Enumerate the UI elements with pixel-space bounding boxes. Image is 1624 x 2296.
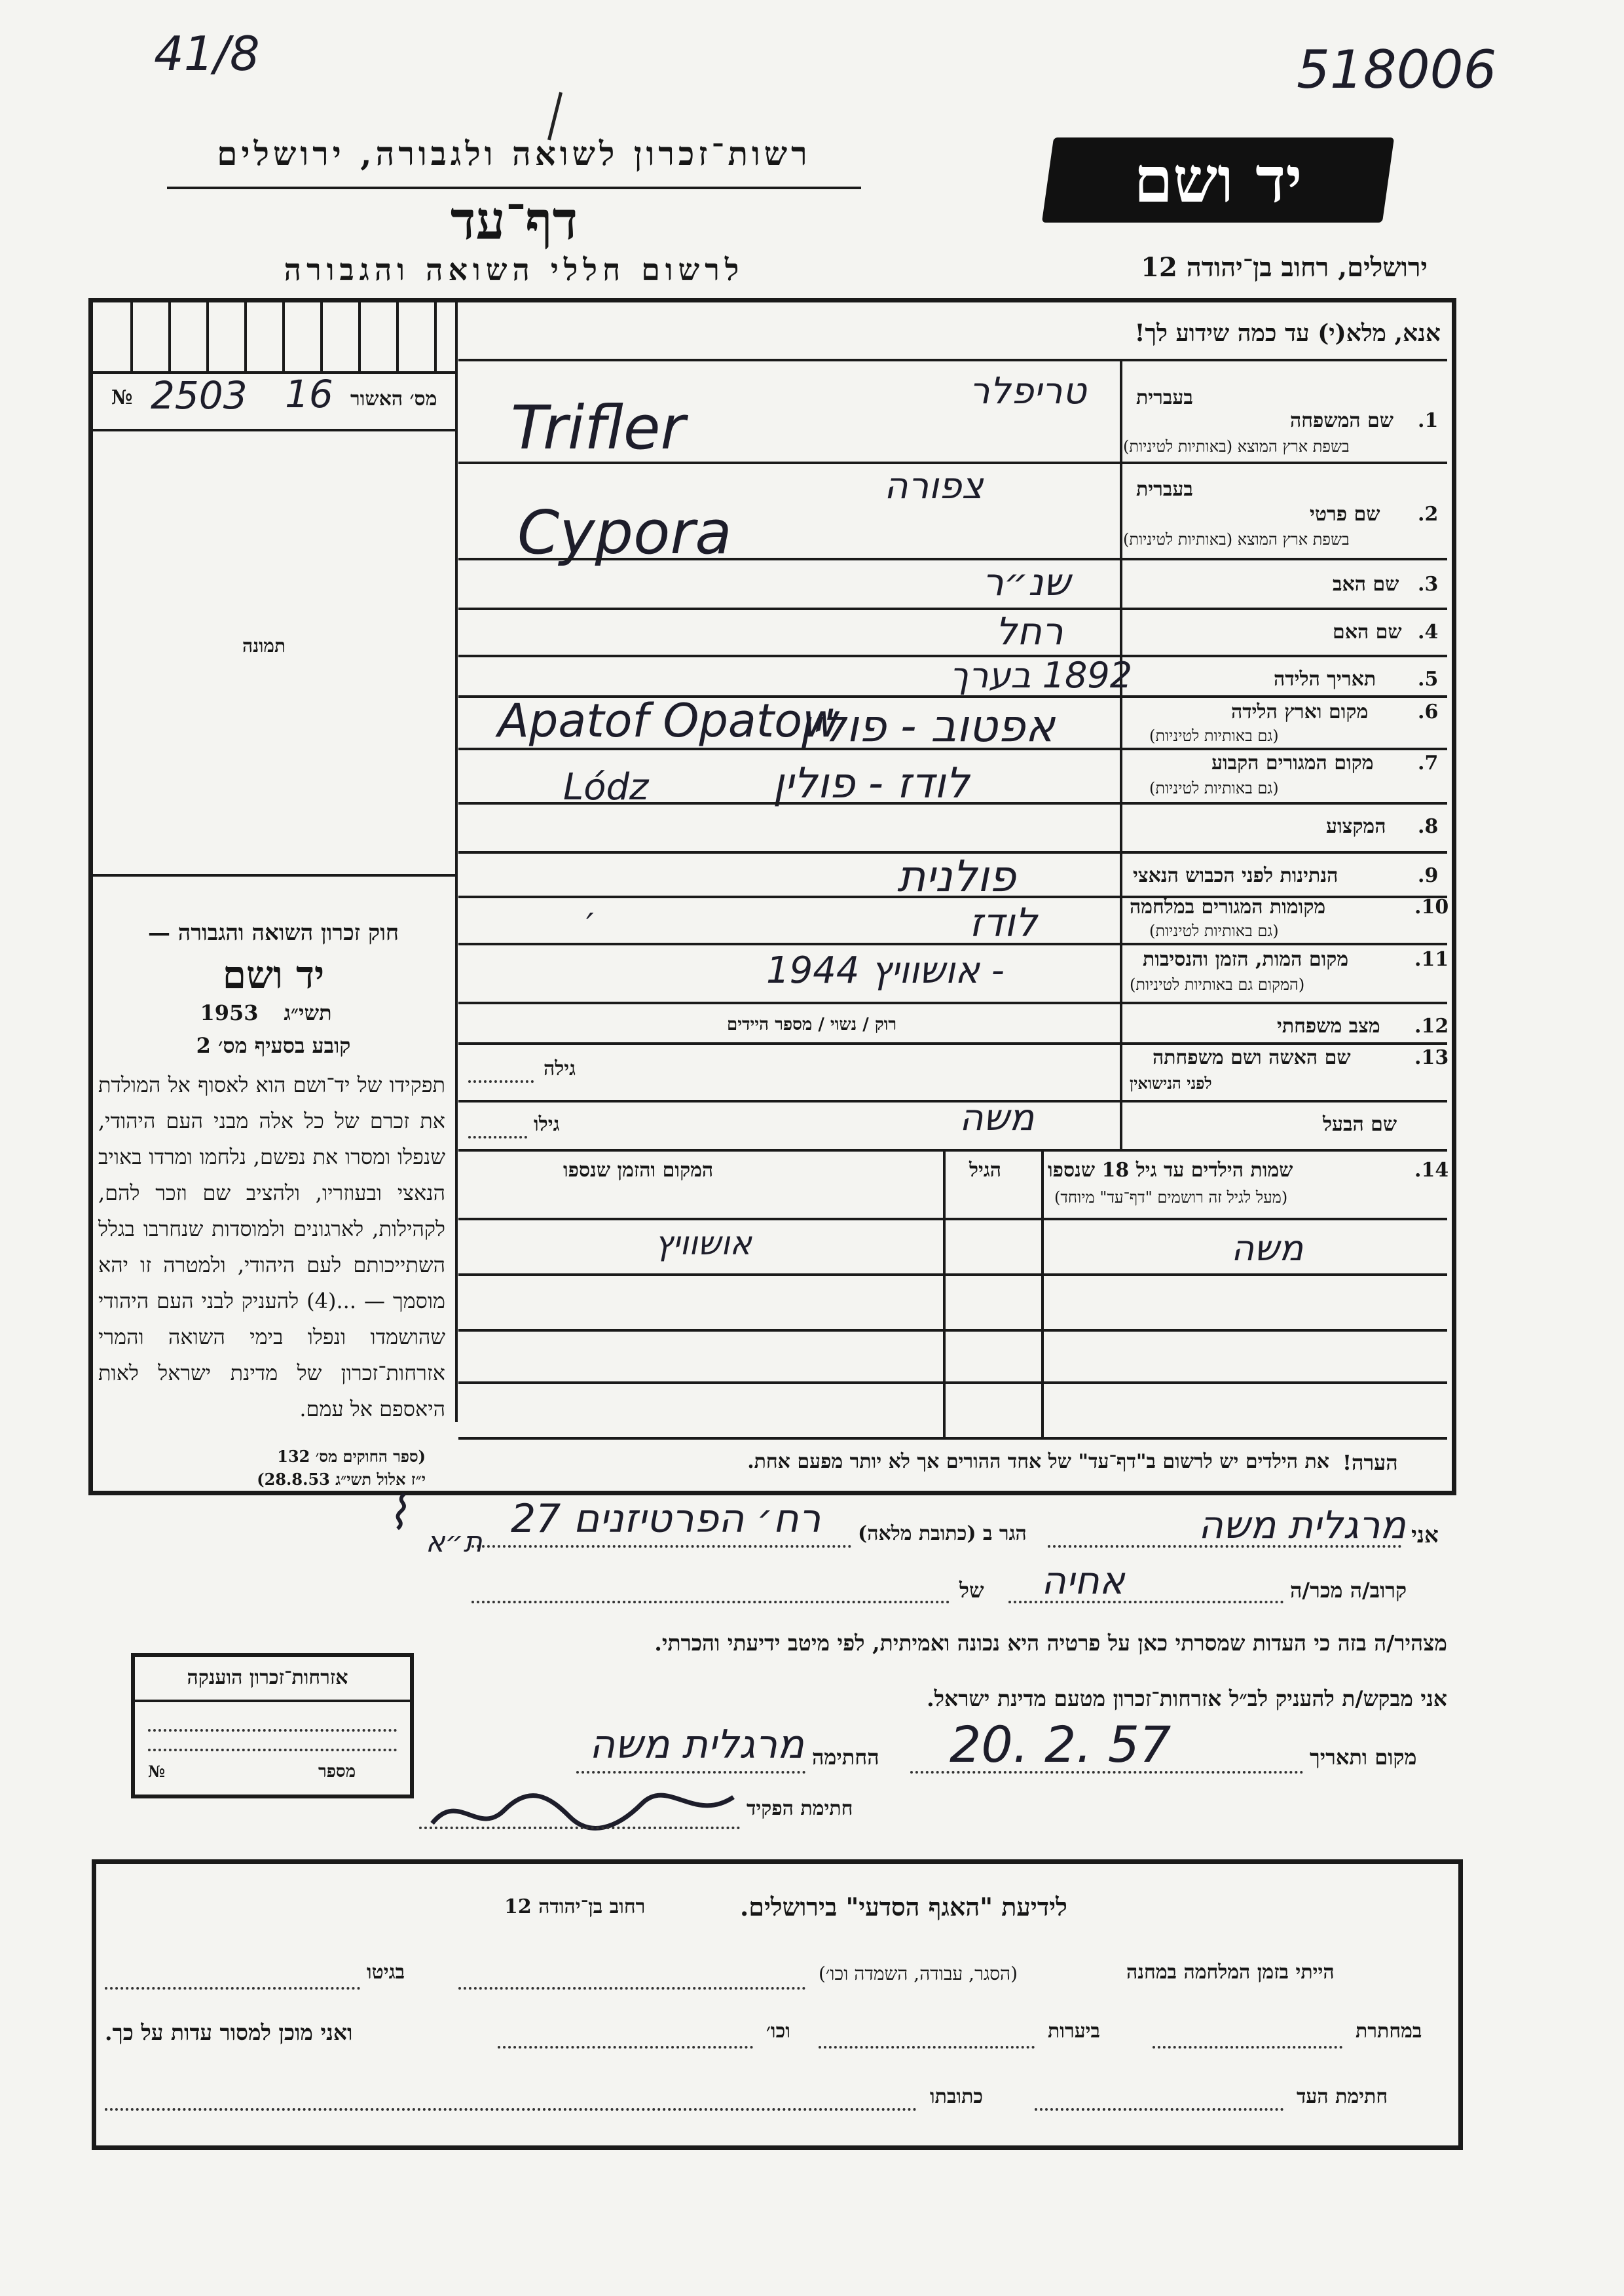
wife-age-label: גילה <box>544 1057 576 1080</box>
field2-value-latin: Cypora <box>517 498 732 568</box>
field8-label: המקצוע <box>1326 815 1386 838</box>
field13-num: 13. <box>1414 1046 1449 1069</box>
signature-value: מרגלית משה <box>589 1722 804 1768</box>
field13-label: שם האשה ושם משפחתה <box>1153 1046 1351 1069</box>
law-body: תפקידו של יד־ושם הוא לאסוף אל המולדת את זכרם של כל אלה מבני העם היהודי, שנפלו ומסרו את נפשם, נלחמו ומרדו באויב הנאצי ובעוזריו, ולהציב שם וזכר להם, לקהילות, לארגונים ולמוסדות שנחרבו בגלל השתייכותם לעם היהודי, ולמטרה זו יהא מוסמך — ...(4) להעניק לבני העם היהודי שהושמדו ונפלו בימי השואה והמרי אזרחות־זכרון של מדינת ישראל לאות היאספם אל עמם. <box>98 1072 445 1421</box>
notice-line3-dots-a <box>1035 2108 1283 2111</box>
signature-label: החתימה <box>812 1745 879 1770</box>
declaration-request: אני מבקש/ת להעניק לב״ל אזרחות־זכרון מטעם מדינת ישראל. <box>927 1686 1447 1711</box>
date-dots <box>910 1771 1303 1774</box>
field10-value: לודז <box>969 900 1037 946</box>
field10-num: 10. <box>1414 896 1449 919</box>
children-bottom-rule <box>458 1437 1447 1440</box>
children-row2-rule <box>458 1273 1447 1276</box>
approval-top-rule <box>93 371 455 374</box>
notice-line1-dots-b <box>105 1987 360 1990</box>
children-num: 14. <box>1414 1159 1449 1182</box>
field11-rule <box>458 1002 1447 1004</box>
field7-label: מקום המגורים הקבוע <box>1211 752 1374 774</box>
field11-num: 11. <box>1414 948 1449 971</box>
husband-age-label: גילו <box>534 1113 560 1136</box>
field7-value-he: לודז - פולין <box>773 759 970 808</box>
notice-line2-forests: ביערות <box>1048 2020 1101 2043</box>
notice-line2-dots-b <box>819 2046 1035 2049</box>
field1-rule <box>458 462 1447 464</box>
notice-line1-dots-a <box>458 1987 805 1990</box>
approval-extra: 16 <box>285 372 333 416</box>
law-year-he: תשי״ג <box>284 1000 332 1025</box>
field3-label: שם האב <box>1333 573 1399 596</box>
archive-mark-right: 518006 <box>1297 39 1497 100</box>
children-note: (מעל לגיל זה רושמים "דף־עד" מיוחד) <box>1054 1188 1288 1207</box>
intro-text: אנא, מלא(י) עד כמה שידוע לך! <box>1134 319 1441 347</box>
field12-rule <box>458 1042 1447 1045</box>
notice-line1-ghetto: בגיטו <box>367 1961 405 1984</box>
field2-script: בעברית <box>1136 478 1193 501</box>
intro-rule <box>458 359 1447 361</box>
field2-label: שם פרטי <box>1310 503 1380 526</box>
law-line1: חוק זכרון השואה והגבורה — <box>147 920 399 946</box>
signature-dots <box>576 1771 805 1774</box>
notice-line1-camp: הייתי בזמן המלחמה במחנה <box>1126 1961 1335 1984</box>
declarant-name-dots <box>1048 1545 1401 1548</box>
margin-squiggle: ⌇ <box>386 1486 409 1540</box>
children-title: שמות הילדים עד גיל 18 שנספו <box>1048 1159 1293 1182</box>
citizenship-title: אזרחות־זכרון הוענקה <box>187 1666 348 1689</box>
field4-label: שם האם <box>1333 621 1402 644</box>
official-signature-scribble <box>419 1777 747 1843</box>
field12-options: רוק / נשוי / מספר היידים <box>727 1015 897 1034</box>
notice-line2-dots-c <box>498 2046 753 2049</box>
children-col-age-left <box>943 1149 946 1437</box>
field11-note: (המקום גם באותיות לטיניות) <box>1130 975 1305 994</box>
field10-label: מקומות המגורים במלחמה <box>1130 896 1326 919</box>
husband-rule <box>458 1149 1447 1152</box>
husband-age-dots <box>468 1136 527 1139</box>
field9-num: 9. <box>1418 864 1439 887</box>
approval-bottom-rule <box>93 429 455 431</box>
notice-line3-witness-sig: חתימת העד <box>1297 2085 1388 2108</box>
field7-note: (גם באותיות לטיניות) <box>1149 779 1279 797</box>
citizenship-dots-2 <box>148 1749 397 1751</box>
child-row1-name: משה <box>1231 1228 1304 1269</box>
citizenship-no-mark: № <box>148 1762 166 1781</box>
official-dots <box>419 1827 740 1829</box>
field1-label: שם המשפחה <box>1290 409 1394 432</box>
bottom-notice-address: רחוב בן־יהודה 12 <box>504 1895 646 1918</box>
field1-value-latin: Trifler <box>511 393 686 463</box>
field10-note: (גם באותיות לטיניות) <box>1149 922 1279 940</box>
children-row1-rule <box>458 1218 1447 1220</box>
children-row4-rule <box>458 1381 1447 1384</box>
address-dots <box>471 1545 851 1548</box>
form-subtitle: לרשום חללי השואה והגבורה <box>284 252 745 287</box>
resides-label: הגר ב (כתובת מלאה) <box>858 1522 1027 1545</box>
pen-stroke <box>547 92 563 141</box>
wife-age-dots <box>468 1080 534 1083</box>
field12-label: מצב משפחתי <box>1277 1015 1380 1038</box>
of-label: של <box>959 1578 984 1603</box>
notice-line2-etc: וכו׳ <box>766 2020 790 2043</box>
citizenship-number-label: מספר <box>318 1762 356 1781</box>
field1-note: בשפת ארץ המוצא (באותיות לטיניות) <box>1123 437 1350 456</box>
field2-note: בשפת ארץ המוצא (באותיות לטיניות) <box>1123 530 1350 549</box>
field5-num: 5. <box>1418 668 1439 691</box>
field3-rule <box>458 608 1447 610</box>
field3-value: שנ״ר <box>982 560 1071 604</box>
place-date-label: מקום ותאריך <box>1310 1745 1417 1770</box>
law-name: יד ושם <box>222 953 325 997</box>
law-footnote1: (ספר החוקים מס׳ 132 <box>277 1447 426 1466</box>
logo-text: יד ושם <box>1134 143 1302 217</box>
field6-label: מקום וארץ הלידה <box>1231 701 1369 723</box>
field5-label: תאריך הלידה <box>1274 668 1376 691</box>
approval-label: מס׳ האשור <box>350 388 437 410</box>
relation-label: קרוב/ה מכר/ה <box>1290 1578 1407 1603</box>
authority-underline <box>167 187 861 189</box>
field10-rule <box>458 943 1447 945</box>
authority-name: רשות־זכרון לשואה ולגבורה, ירושלים <box>217 134 811 173</box>
children-header-place: המקום והזמן שנספו <box>563 1159 714 1182</box>
field9-value: פולנית <box>897 851 1016 902</box>
left-column-divider <box>455 302 458 1422</box>
law-clause: קובע בסעיף מס׳ 2 <box>196 1033 351 1058</box>
children-col-age-right <box>1041 1149 1044 1437</box>
field3-num: 3. <box>1418 573 1439 596</box>
field7-value-latin: Lódz <box>563 766 649 809</box>
address: ירושלים, רחוב בן־יהודה 12 <box>1141 252 1428 283</box>
field4-value: רחל <box>995 609 1063 653</box>
form-title: דף־עד <box>450 190 578 251</box>
declarant-name: מרגלית משה <box>1198 1503 1406 1547</box>
field1-value-he: טריפלר <box>969 370 1086 412</box>
notice-line2-underground: במחתרת <box>1356 2020 1422 2043</box>
children-row3-rule <box>458 1329 1447 1332</box>
law-footnote2: י״ז אלול תשי״ג 28.8.53) <box>257 1470 426 1489</box>
approval-no-mark: № <box>111 386 133 409</box>
of-dots <box>471 1601 950 1603</box>
field6-value-latin: Apatof Opatow <box>498 694 840 748</box>
approval-tick-grid <box>95 302 452 371</box>
citizenship-dots-1 <box>148 1729 397 1732</box>
relation-dots <box>1008 1601 1283 1603</box>
photo-label: תמונה <box>242 635 286 657</box>
approval-number: 2503 <box>151 373 248 418</box>
notice-line3-dots-b <box>105 2108 917 2111</box>
field6-note: (גם באותיות לטיניות) <box>1149 727 1279 745</box>
field7-rule <box>458 802 1447 805</box>
husband-value: משה <box>959 1097 1035 1139</box>
field6-rule <box>458 748 1447 750</box>
official-label: חתימת הפקיד <box>747 1797 853 1820</box>
bottom-notice-title: לידיעת "האגף הסדעי" בירושלים. <box>740 1892 1067 1922</box>
declaration-statement: מצהיר/ה בזה כי העדות שמסרתי כאן על פרטיה היא נכונה ואמיתית, לפי מיטב ידיעתי והכרתי. <box>654 1630 1447 1656</box>
field13-rule <box>458 1100 1447 1102</box>
remark-label: הערה! <box>1342 1450 1398 1475</box>
yad-vashem-logo <box>1042 137 1394 223</box>
relation-value: אחיה <box>1041 1558 1125 1603</box>
field4-num: 4. <box>1418 621 1439 644</box>
notice-line1-types: (הסגר, עבודה, השמדה וכו׳) <box>819 1963 1018 1984</box>
field7-num: 7. <box>1418 752 1439 774</box>
date-value: 20. 2. 57 <box>950 1715 1172 1774</box>
field1-num: 1. <box>1418 409 1439 432</box>
archive-mark-left: 41/8 <box>154 26 260 81</box>
field13-note: לפני הנישואין <box>1130 1074 1212 1093</box>
citizenship-title-rule <box>135 1700 410 1702</box>
field2-num: 2. <box>1418 503 1439 526</box>
field11-label: מקום המות, הזמן והנסיבות <box>1143 948 1349 971</box>
children-header-age: הגיל <box>969 1159 1002 1182</box>
field6-value-he: אפטוב - פולין <box>799 701 1055 752</box>
law-year: 1953 <box>200 1000 259 1025</box>
label-column-divider <box>1120 360 1122 1149</box>
field8-num: 8. <box>1418 815 1439 838</box>
notice-line2-ready: ואני מוכן למסור עדות על כך. <box>105 2020 353 2045</box>
field12-num: 12. <box>1414 1015 1449 1038</box>
declarant-i-label: אני <box>1411 1522 1439 1548</box>
field10-mark: ′ <box>586 907 594 946</box>
child-row1-place: אושוויץ <box>655 1224 752 1262</box>
remark-text: את הילדים יש לרשום ב"דף־עד" של אחד ההורים אך לא יותר מפעם אחת. <box>747 1450 1329 1473</box>
field2-value-he: צפורה <box>884 465 984 507</box>
husband-label: שם הבעל <box>1323 1113 1397 1136</box>
citizenship-box <box>131 1653 414 1798</box>
field2-rule <box>458 558 1447 560</box>
address-value: רח׳ הפרטיזנים 27 <box>511 1496 821 1542</box>
notice-line2-dots-a <box>1153 2046 1342 2049</box>
field9-label: הנתינות לפני הכבוש הנאצי <box>1133 864 1338 887</box>
field1-script: בעברית <box>1136 386 1193 409</box>
margin-note: ת״א <box>426 1525 483 1559</box>
photo-bottom-rule <box>93 874 455 877</box>
notice-line3-address: כתובתו <box>930 2085 984 2108</box>
field5-value: 1892 בערך <box>950 655 1133 696</box>
field11-value: - אושוויץ 1944 <box>766 949 1005 992</box>
field6-num: 6. <box>1418 701 1439 723</box>
